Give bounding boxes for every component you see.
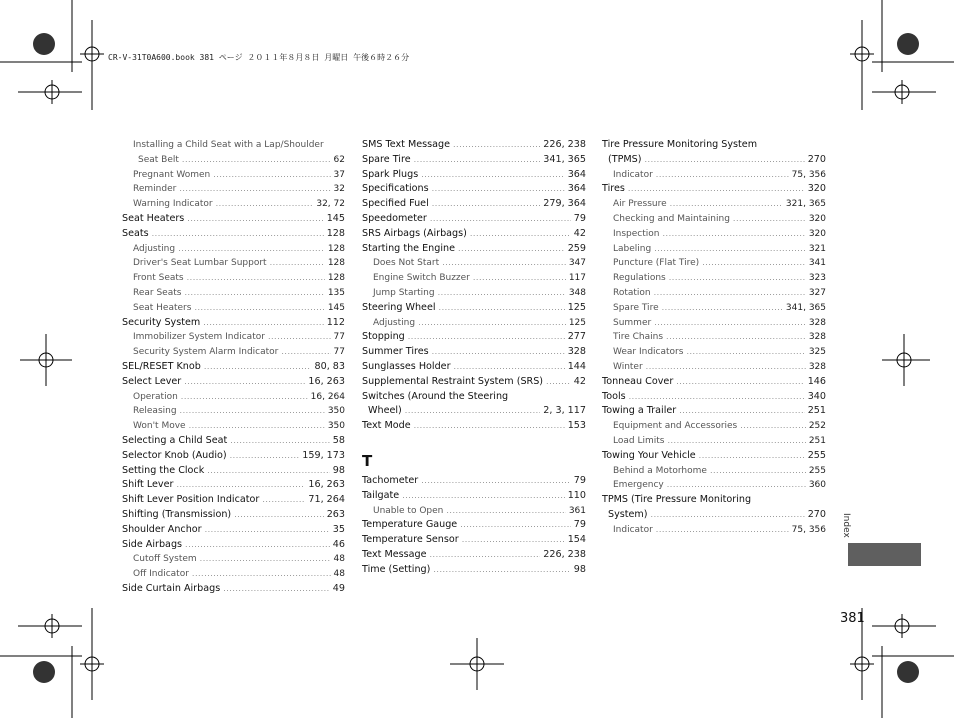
index-subentry: Installing a Child Seat with a Lap/Shoulder (133, 140, 324, 150)
index-subentry: Behind a Motorhome ..... 255 (602, 464, 826, 479)
index-entry: Selector Knob (Audio) ..... 159, 173 (122, 449, 345, 464)
index-subentry: Summer ..... 328 (602, 316, 826, 331)
index-entry: Supplemental Restraint System (SRS) ..... 42 (362, 375, 586, 390)
index-subentry: Engine Switch Buzzer ..... 117 (362, 271, 586, 286)
index-entry: Stopping ..... 277 (362, 330, 586, 345)
index-subentry: Tire Chains ..... 328 (602, 330, 826, 345)
index-subentry: Warning Indicator ..... 32, 72 (122, 197, 345, 212)
index-subentry: Security System Alarm Indicator ..... 77 (122, 345, 345, 360)
index-entry: Shoulder Anchor ..... 35 (122, 523, 345, 538)
index-entry: Speedometer ..... 79 (362, 212, 586, 227)
index-subentry: Emergency ..... 360 (602, 478, 826, 493)
index-entry: SRS Airbags (Airbags) ..... 42 (362, 227, 586, 242)
index-entry: Seats ..... 128 (122, 227, 345, 242)
index-entry: Setting the Clock ..... 98 (122, 464, 345, 479)
index-subentry: Cutoff System ..... 48 (122, 552, 345, 567)
index-entry: Shift Lever Position Indicator ..... 71, 264 (122, 493, 345, 508)
index-entry: TPMS (Tire Pressure Monitoring (602, 494, 752, 506)
section-tab (848, 543, 921, 566)
index-entry: Shifting (Transmission) ..... 263 (122, 508, 345, 523)
index-subentry: Equipment and Accessories ..... 252 (602, 419, 826, 434)
index-entry: Wheel) ..... 2, 3, 117 (362, 404, 586, 419)
index-subentry: Puncture (Flat Tire) ..... 341 (602, 256, 826, 271)
index-subentry: Indicator ..... 75, 356 (602, 168, 826, 183)
index-entry: Summer Tires ..... 328 (362, 345, 586, 360)
index-entry: Tools ..... 340 (602, 390, 826, 405)
index-subentry: Pregnant Women ..... 37 (122, 168, 345, 183)
index-subentry: Rear Seats ..... 135 (122, 286, 345, 301)
index-entry: SMS Text Message ..... 226, 238 (362, 138, 586, 153)
index-subentry: Adjusting ..... 128 (122, 242, 345, 257)
index-subentry: Off Indicator ..... 48 (122, 567, 345, 582)
index-entry: Steering Wheel ..... 125 (362, 301, 586, 316)
index-entry: Tailgate ..... 110 (362, 489, 586, 504)
index-subentry: Operation ..... 16, 264 (122, 390, 345, 405)
index-entry: Selecting a Child Seat ..... 58 (122, 434, 345, 449)
index-column-1 (122, 138, 345, 597)
index-entry: Shift Lever ..... 16, 263 (122, 478, 345, 493)
index-entry: Security System ..... 112 (122, 316, 345, 331)
index-entry: (TPMS) ..... 270 (602, 153, 826, 168)
index-subentry: Checking and Maintaining ..... 320 (602, 212, 826, 227)
print-header: CR-V-31T0A600.book 381 ページ ２０１１年８月８日 月曜日 午後６時２６分 (108, 53, 410, 62)
index-subentry: Seat Belt ..... 62 (122, 153, 345, 168)
index-subentry: Spare Tire ..... 341, 365 (602, 301, 826, 316)
index-subentry: Adjusting ..... 125 (362, 316, 586, 331)
index-entry: Towing Your Vehicle ..... 255 (602, 449, 826, 464)
index-subentry: Labeling ..... 321 (602, 242, 826, 257)
index-subentry: Regulations ..... 323 (602, 271, 826, 286)
index-subentry: Seat Heaters ..... 145 (122, 301, 345, 316)
index-subentry: Wear Indicators ..... 325 (602, 345, 826, 360)
index-subentry: Load Limits ..... 251 (602, 434, 826, 449)
index-subentry: Driver's Seat Lumbar Support ..... 128 (122, 256, 345, 271)
index-entry: Spark Plugs ..... 364 (362, 168, 586, 183)
index-entry: Tire Pressure Monitoring System (602, 139, 758, 150)
index-subentry: Does Not Start ..... 347 (362, 256, 586, 271)
index-entry: Side Curtain Airbags ..... 49 (122, 582, 345, 597)
page-number: 381 (840, 611, 865, 626)
index-entry: Starting the Engine ..... 259 (362, 242, 586, 257)
index-subentry: Front Seats ..... 128 (122, 271, 345, 286)
index-subentry: Reminder ..... 32 (122, 182, 345, 197)
index-subentry: Unable to Open ..... 361 (362, 504, 586, 519)
index-subentry: Releasing ..... 350 (122, 404, 345, 419)
index-column-2 (362, 138, 586, 578)
index-subentry: Inspection ..... 320 (602, 227, 826, 242)
index-entry: Select Lever ..... 16, 263 (122, 375, 345, 390)
index-entry: Text Message ..... 226, 238 (362, 548, 586, 563)
index-column-3 (602, 138, 826, 538)
index-entry: Text Mode ..... 153 (362, 419, 586, 434)
index-entry: Switches (Around the Steering (362, 390, 509, 402)
index-entry: Specified Fuel ..... 279, 364 (362, 197, 586, 212)
index-entry: Spare Tire ..... 341, 365 (362, 153, 586, 168)
index-entry: Tonneau Cover ..... 146 (602, 375, 826, 390)
index-entry: Specifications ..... 364 (362, 182, 586, 197)
index-entry: Tires ..... 320 (602, 182, 826, 197)
index-subentry: Winter ..... 328 (602, 360, 826, 375)
index-subentry: Won't Move ..... 350 (122, 419, 345, 434)
index-subentry: Jump Starting ..... 348 (362, 286, 586, 301)
index-entry: SEL/RESET Knob ..... 80, 83 (122, 360, 345, 375)
index-entry: Seat Heaters ..... 145 (122, 212, 345, 227)
index-subentry: Rotation ..... 327 (602, 286, 826, 301)
index-subentry: Indicator ..... 75, 356 (602, 523, 826, 538)
index-entry: Temperature Sensor ..... 154 (362, 533, 586, 548)
index-entry: Towing a Trailer ..... 251 (602, 404, 826, 419)
index-entry: Temperature Gauge ..... 79 (362, 518, 586, 533)
index-subentry: Air Pressure ..... 321, 365 (602, 197, 826, 212)
index-entry: Side Airbags ..... 46 (122, 538, 345, 553)
index-entry: Sunglasses Holder ..... 144 (362, 360, 586, 375)
index-entry: System) ..... 270 (602, 508, 826, 523)
index-entry: Time (Setting) ..... 98 (362, 563, 586, 578)
section-letter-t: T (362, 451, 373, 470)
index-subentry: Immobilizer System Indicator ..... 77 (122, 330, 345, 345)
index-entry: Tachometer ..... 79 (362, 474, 586, 489)
section-tab-label: Index (841, 513, 851, 538)
